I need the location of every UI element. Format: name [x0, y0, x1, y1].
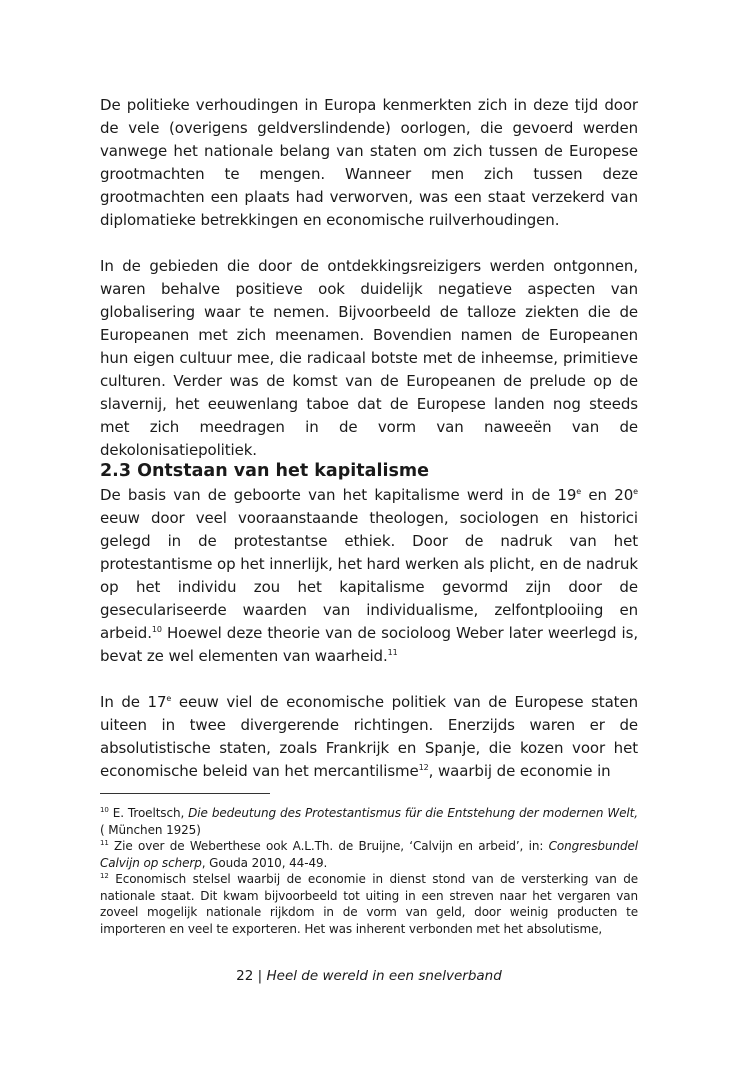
superscript: e [166, 694, 172, 703]
paragraph-text [100, 484, 638, 668]
text-run: E. Troeltsch, [108, 806, 189, 820]
footnote-title: Congresbundel Calvijn op scherp [100, 839, 638, 870]
footnote-number: 11 [100, 839, 109, 847]
text-run: eeuw door veel vooraanstaande theologen, sociologen en historici gelegd in de protestantse ethiek. Door de nadruk van het protestantisme op het innerlijk, het hard werken als plicht, en de nadruk op het individu zou het kapitalisme gevormd zijn door de geseculariseerde waarden van individualisme, zelfontplooiing en arbeid. [100, 509, 638, 642]
footnote-number: 12 [100, 872, 109, 880]
footnote-divider [100, 793, 270, 794]
running-footer [0, 967, 738, 985]
footnote-10 [100, 805, 638, 838]
paragraph-capitalism-origin [100, 484, 638, 668]
footnote-11 [100, 838, 638, 871]
paragraph-text: De politieke verhoudingen in Europa kenmerkten zich in deze tijd door de vele (overigens geldverslindende) oorlogen, die gevoerd werden vanwege het nationale belang van staten om zich tussen de Europese grootmachten te mengen. Wanneer men zich tussen deze grootmachten een plaats had verworven, was een staat verzekerd van diplomatieke betrekkingen en economische ruilverhoudingen. [100, 96, 638, 229]
footer-separator: | [253, 968, 267, 984]
text-run: ( München 1925) [100, 822, 201, 837]
text-run: , waarbij de economie in [428, 762, 611, 780]
text-run: In de 17 [100, 693, 167, 711]
text-run: , Gouda 2010, 44-49. [201, 855, 328, 870]
text-run: eeuw viel de economische politiek van de Europese staten uiteen in twee divergerende richtingen. Enerzijds waren er de absolutistische staten, zoals Frankrijk en Spanje, die kozen voor het economische beleid van het mercantilisme [100, 693, 638, 780]
footnote-number: 10 [100, 806, 109, 814]
text-run: Hoewel deze theorie van de socioloog Weber later weerlegd is, bevat ze wel elementen van waarheid. [100, 624, 638, 665]
superscript: e [633, 487, 638, 496]
text-run: De basis van de geboorte van het kapitalisme werd in de 19 [100, 486, 577, 504]
page-number: 22 [236, 968, 254, 984]
paragraph-economic-policy [100, 691, 638, 783]
footnote-ref-10[interactable]: 10 [151, 625, 162, 634]
footnote-12 [100, 871, 638, 937]
footnote-ref-11[interactable]: 11 [387, 648, 398, 657]
footnote-ref-12[interactable]: 12 [418, 763, 429, 772]
paragraph-text [100, 691, 638, 783]
text-run: Economisch stelsel waarbij de economie in dienst stond van de versterking van de nationale staat. Dit kwam bijvoorbeeld tot uiting in een streven naar het vergaren van zoveel mogelijk nationale rijkdom in de vorm van geld, door weinig producten te importeren en veel te exporteren. Het was inherent verbonden met het absolutisme, [100, 872, 638, 936]
text-run: en 20 [581, 486, 634, 504]
paragraph-text: In de gebieden die door de ontdekkingsreizigers werden ontgonnen, waren behalve positieve ook duidelijk negatieve aspecten van globalisering waar te nemen. Bijvoorbeeld de talloze ziekten die de Europeanen met zich meenamen. Bovendien namen de Europeanen hun eigen cultuur mee, die radicaal botste met de inheemse, primitieve culturen. Verder was de komst van de Europeanen de prelude op de slavernij, het eeuwenlang taboe dat de Europese landen nog steeds met zich meedragen in de vorm van naweeën van de dekolonisatiepolitiek. [100, 257, 638, 459]
footnotes [100, 805, 638, 937]
text-run: Zie over de Weberthese ook A.L.Th. de Bruijne, ‘Calvijn en arbeid’, in: [108, 839, 549, 853]
section-heading: 2.3 Ontstaan van het kapitalisme [100, 461, 429, 481]
paragraph-political-relations [100, 94, 638, 232]
book-title: Heel de wereld in een snelverband [266, 968, 502, 984]
footnote-title: Die bedeutung des Protestantismus für die Entstehung der modernen Welt, [188, 806, 638, 820]
superscript: e [576, 487, 582, 496]
paragraph-globalisation-aspects [100, 255, 638, 462]
